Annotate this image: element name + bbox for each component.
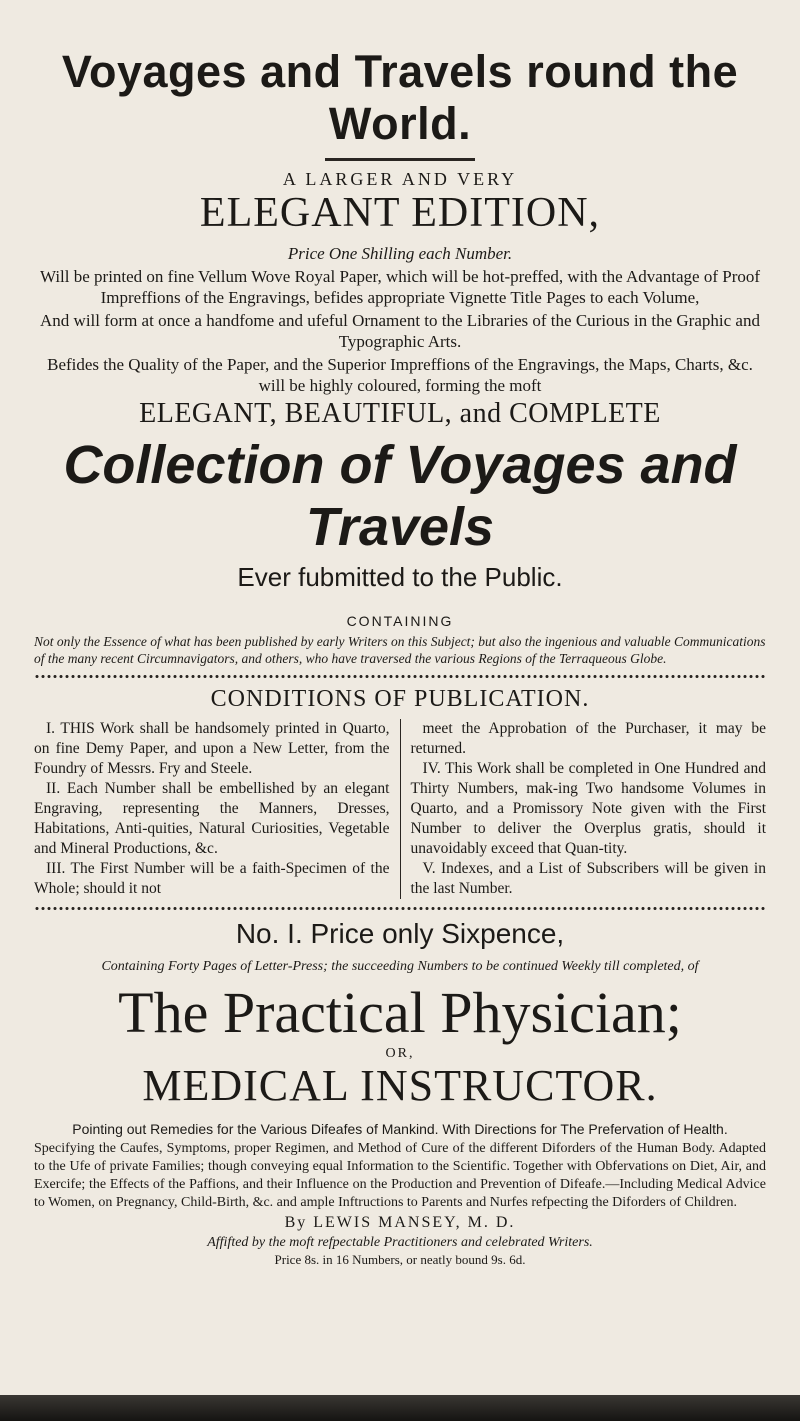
author-line: By LEWIS MANSEY, M. D. (284, 1214, 516, 1231)
or-separator: OR, (385, 1046, 415, 1061)
physician-price: Price 8s. in 16 Numbers, or neatly bound 9s. 6d. (274, 1252, 526, 1267)
intro-paragraph-2: And will form at once a handfome and ufeful Ornament to the Libraries of the Curious in the Graphic and Typographic Arts. (40, 311, 760, 351)
containing-label: CONTAINING (346, 613, 454, 629)
medical-instructor-title: MEDICAL INSTRUCTOR. (142, 1061, 658, 1110)
condition-item: V. Indexes, and a List of Subscribers will be given in the last Number. (410, 860, 766, 897)
price-each-number: Price One Shilling each Number. (287, 244, 513, 263)
specifying-paragraph: Specifying the Caufes, Symptoms, proper Regimen, and Method of Cure of the different Diforders of the Human Body. Adapted to the Ufe of private Families; though conveying equal Information to the Scientific. Together with Obfervations on Diet, Air, and Exercife; the Effects of the Paffions, and their Influence on the Production and Prevention of Difeafe.—Including Medical Advice to Women, on Pregnancy, Child-Birth, &c. and ample Inftructions to Parents and Nurfes refpecting the Diforders of Children. (34, 1141, 766, 1210)
assisted-by-line: Affifted by the moft refpectable Practitioners and celebrated Writers. (207, 1235, 593, 1250)
main-title: Voyages and Travels round the World. (61, 46, 739, 149)
conditions-left-column (34, 719, 401, 899)
elegant-beautiful-complete: ELEGANT, BEAUTIFUL, and COMPLETE (139, 398, 661, 429)
intro-paragraph-1: Will be printed on fine Vellum Wove Royal Paper, which will be hot-preffed, with the Advantage of Proof Impreffions of the Engravings, befides appropriate Vignette Title Pages to each Volume, (39, 267, 761, 307)
pointing-out-remedies: Pointing out Remedies for the Various Difeafes of Mankind. With Directions for The Prefervation of Health. (72, 1121, 728, 1137)
condition-item: III. The First Number will be a faith-Specimen of the Whole; should it not (34, 860, 390, 897)
practical-physician-title: The Practical Physician; (118, 980, 682, 1045)
elegant-edition-heading: ELEGANT EDITION, (199, 190, 601, 236)
conditions-right-column (401, 719, 767, 899)
conditions-heading: CONDITIONS OF PUBLICATION. (210, 686, 590, 712)
conditions-columns (34, 719, 766, 899)
condition-item: II. Each Number shall be embellished by an elegant Engraving, representing the Manners, Dresses, Habitations, Anti-quities, Natural Curiosities, Vegetable and Mineral Productions, &c. (34, 780, 390, 857)
dotted-divider-top (34, 673, 766, 680)
physician-containing-note: Containing Forty Pages of Letter-Press; the succeeding Numbers to be continued Weekly till completed, of (101, 959, 699, 974)
bottom-dark-edge (0, 1395, 800, 1421)
containing-description: Not only the Essence of what has been published by early Writers on this Subject; but also the ingenious and valuable Communications of the many recent Circumnavigators, and others, who have traversed the various Regions of the Terraqueous Globe. (34, 634, 766, 666)
larger-edition-line: A LARGER AND VERY (282, 169, 518, 189)
dotted-divider-bottom (34, 905, 766, 912)
title-rule (325, 158, 475, 161)
intro-paragraph-3: Befides the Quality of the Paper, and the Superior Impreffions of the Engravings, the Maps, Charts, &c. will be highly coloured, forming the moft (47, 355, 753, 395)
number-one-price: No. I. Price only Sixpence, (235, 918, 565, 949)
condition-item: IV. This Work shall be completed in One Hundred and Thirty Numbers, mak-ing Two handsome Volumes in Quarto, and a Promissory Note given with the First Number to deliver the Overplus gratis, should it unavoidably exceed that Quan-tity. (410, 760, 766, 857)
condition-item: I. THIS Work shall be handsomely printed in Quarto, on fine Demy Paper, and upon a New Letter, from the Foundry of Messrs. Fry and Steele. (34, 720, 390, 777)
condition-item: meet the Approbation of the Purchaser, it may be returned. (410, 720, 766, 757)
ever-submitted-line: Ever fubmitted to the Public. (237, 562, 563, 592)
collection-title: Collection of Voyages and Travels (63, 435, 737, 557)
